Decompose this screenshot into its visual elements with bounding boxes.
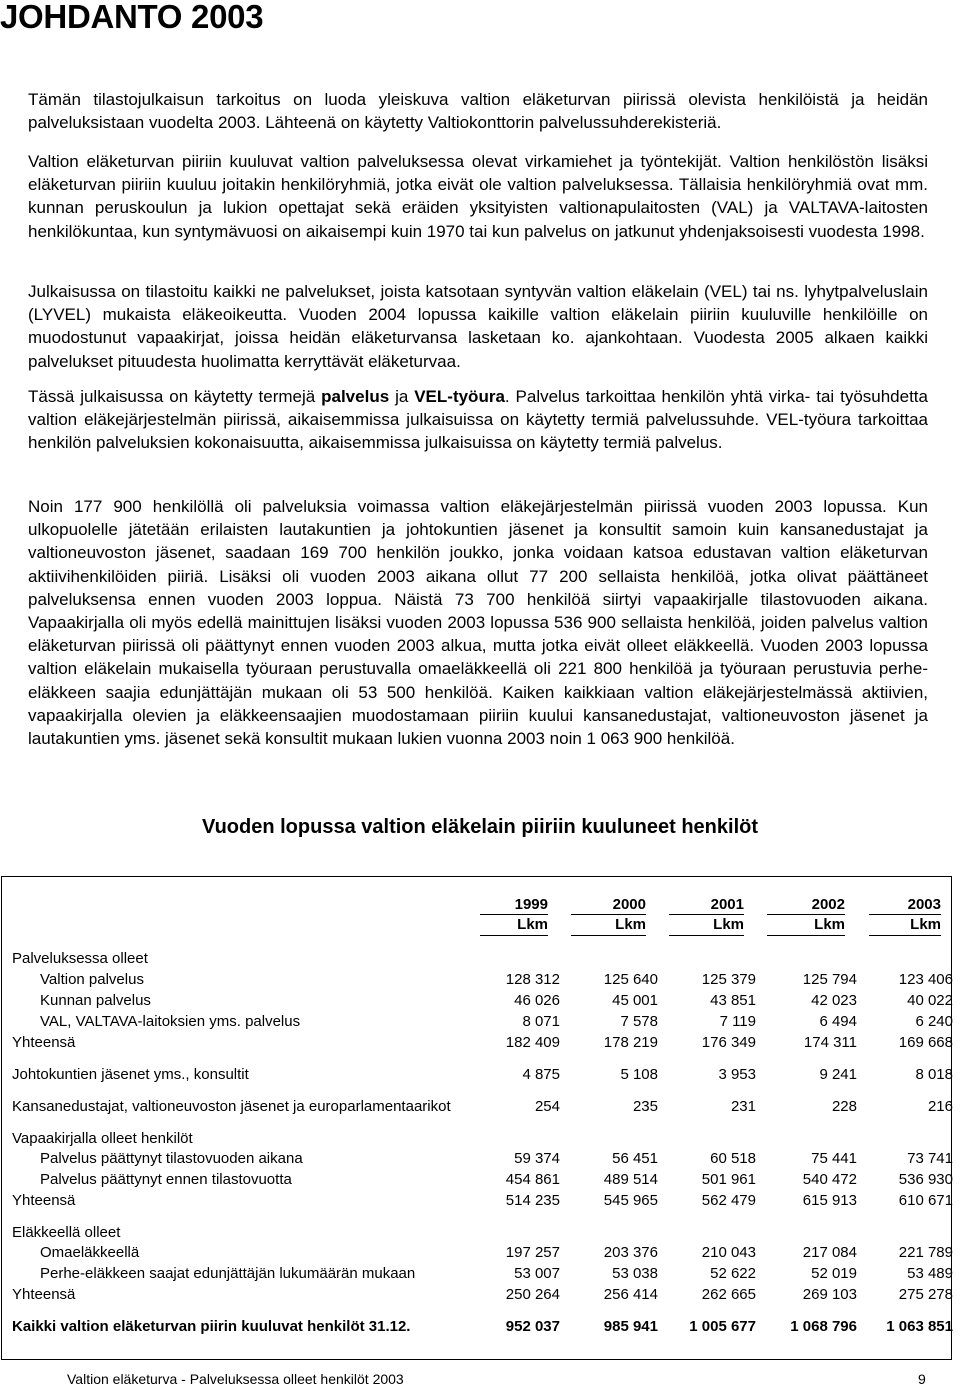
cell-value: 52 622 — [710, 1265, 756, 1282]
column-year: 2000 — [612, 896, 646, 913]
cell-value: 73 741 — [907, 1150, 953, 1167]
table-row — [12, 971, 953, 991]
row-label: Palvelus päättynyt tilastovuoden aikana — [40, 1150, 303, 1167]
column-header-2 — [669, 894, 744, 936]
table-row — [12, 1192, 953, 1212]
cell-value: 254 — [534, 1098, 560, 1115]
cell-value: 216 — [927, 1098, 953, 1115]
cell-value: 3 953 — [718, 1066, 756, 1083]
term-palvelus: palvelus — [321, 387, 390, 406]
column-unit: Lkm — [615, 916, 646, 933]
header-rule — [869, 914, 941, 915]
cell-value: 203 376 — [603, 1244, 658, 1261]
cell-value: 256 414 — [603, 1286, 658, 1303]
row-label: Eläkkeellä olleet — [12, 1224, 121, 1241]
row-label: Yhteensä — [12, 1034, 76, 1051]
header-rule — [669, 914, 744, 915]
cell-value: 1 063 851 — [886, 1318, 953, 1335]
cell-value: 489 514 — [603, 1171, 658, 1188]
cell-value: 501 961 — [701, 1171, 756, 1188]
cell-value: 4 875 — [522, 1066, 560, 1083]
table-row — [12, 1244, 953, 1264]
header-rule — [480, 914, 548, 915]
column-unit: Lkm — [910, 916, 941, 933]
cell-value: 53 007 — [514, 1265, 560, 1282]
cell-value: 40 022 — [907, 992, 953, 1009]
column-header-1 — [571, 894, 646, 936]
column-year: 2003 — [907, 896, 941, 913]
term-vel-tyoura: VEL-työura — [414, 387, 505, 406]
cell-value: 7 119 — [719, 1013, 756, 1030]
cell-value: 125 379 — [701, 971, 756, 988]
cell-value: 454 861 — [505, 1171, 560, 1188]
cell-value: 275 278 — [898, 1286, 953, 1303]
row-label: Valtion palvelus — [40, 971, 144, 988]
cell-value: 53 489 — [907, 1265, 953, 1282]
table-row — [12, 992, 953, 1012]
column-unit: Lkm — [517, 916, 548, 933]
table-row — [12, 1034, 953, 1054]
table-row — [12, 1318, 953, 1338]
cell-value: 174 311 — [803, 1034, 857, 1051]
row-label: Palveluksessa olleet — [12, 950, 148, 967]
cell-value: 7 578 — [620, 1013, 658, 1030]
row-label: Vapaakirjalla olleet henkilöt — [12, 1130, 193, 1147]
table-row — [12, 1013, 953, 1033]
cell-value: 52 019 — [811, 1265, 857, 1282]
intro-paragraph-statistics-scope: Julkaisussa on tilastoitu kaikki ne palvelukset, joista katsotaan syntyvän valtion eläkelain (VEL) tai ns. lyhytpalveluslain (LYVEL) mukaista eläkeoikeutta. Vuoden 2004 lopussa kaikille valtion eläkelain piiriin kuuluville henkilöille on muodostunut vapaakirjat, joissa heidän eläketurvansa lasketaan ko. ajankohtaan. Vuodesta 2005 alkaen kaikki palvelukset pituudesta huolimatta kerryttävät eläketurvaa. — [28, 282, 928, 371]
cell-value: 5 108 — [620, 1066, 658, 1083]
row-label: Omaeläkkeellä — [40, 1244, 140, 1261]
cell-value: 59 374 — [514, 1150, 560, 1167]
row-label: Kansanedustajat, valtioneuvoston jäsenet ja europarlamentaarikot — [12, 1098, 451, 1115]
cell-value: 221 789 — [898, 1244, 953, 1261]
header-rule — [571, 914, 646, 915]
table-row — [12, 1286, 953, 1306]
table-row — [12, 1224, 942, 1244]
cell-value: 514 235 — [505, 1192, 560, 1209]
table-row — [12, 1265, 953, 1285]
cell-value: 217 084 — [802, 1244, 857, 1261]
cell-value: 56 451 — [612, 1150, 658, 1167]
column-year: 2002 — [811, 896, 845, 913]
table-row — [12, 1066, 953, 1086]
intro-paragraph-terms: Tässä julkaisussa on käytetty termejä palvelus ja VEL-työura. Palvelus tarkoittaa henkilön yhtä virka- tai työsuhdetta valtion eläkejärjestelmän piirissä, aikaisemmissa julkaisuissa on käytetty termiä palvelussuhde. VEL-työura tarkoittaa henkilön palveluksien kokonaisuutta, aikaisemmissa julkaisuissa on käytetty termiä palvelus. — [28, 387, 928, 453]
row-label: VAL, VALTAVA-laitoksien yms. palvelus — [40, 1013, 301, 1030]
table-row — [12, 1098, 953, 1118]
cell-value: 6 494 — [819, 1013, 857, 1030]
page-footer: Valtion eläketurva - Palveluksessa olleet henkilöt 2003 — [67, 1371, 404, 1387]
table-row — [12, 1150, 953, 1170]
cell-value: 182 409 — [505, 1034, 560, 1051]
cell-value: 169 668 — [898, 1034, 953, 1051]
cell-value: 9 241 — [819, 1066, 857, 1083]
cell-value: 210 043 — [701, 1244, 756, 1261]
table-row — [12, 950, 942, 970]
cell-value: 178 219 — [603, 1034, 658, 1051]
cell-value: 125 794 — [802, 971, 857, 988]
row-label: Perhe-eläkkeen saajat edunjättäjän lukumäärän mukaan — [40, 1265, 416, 1282]
cell-value: 536 930 — [898, 1171, 953, 1188]
cell-value: 176 349 — [701, 1034, 756, 1051]
column-year: 1999 — [514, 896, 548, 913]
column-unit: Lkm — [814, 916, 845, 933]
cell-value: 46 026 — [514, 992, 560, 1009]
row-label: Palvelus päättynyt ennen tilastovuotta — [40, 1171, 292, 1188]
cell-value: 197 257 — [505, 1244, 560, 1261]
cell-value: 262 665 — [701, 1286, 756, 1303]
column-year: 2001 — [710, 896, 744, 913]
cell-value: 1 068 796 — [790, 1318, 857, 1335]
column-header-3 — [767, 894, 845, 936]
cell-value: 540 472 — [802, 1171, 857, 1188]
cell-value: 75 441 — [811, 1150, 857, 1167]
cell-value: 985 941 — [603, 1318, 658, 1335]
cell-value: 269 103 — [802, 1286, 857, 1303]
cell-value: 250 264 — [505, 1286, 560, 1303]
column-header-4 — [869, 894, 941, 936]
cell-value: 6 240 — [915, 1013, 953, 1030]
cell-value: 228 — [831, 1098, 857, 1115]
column-header-0 — [480, 894, 548, 936]
cell-value: 45 001 — [612, 992, 658, 1009]
cell-value: 42 023 — [811, 992, 857, 1009]
header-rule — [767, 914, 845, 915]
table-row — [12, 1130, 942, 1150]
cell-value: 43 851 — [710, 992, 756, 1009]
column-unit: Lkm — [713, 916, 744, 933]
table-heading: Vuoden lopussa valtion eläkelain piiriin kuuluneet henkilöt — [201, 816, 759, 838]
page-title: JOHDANTO 2003 — [0, 0, 264, 35]
cell-value: 123 406 — [898, 971, 953, 988]
row-label: Kunnan palvelus — [40, 992, 151, 1009]
cell-value: 615 913 — [802, 1192, 857, 1209]
row-label: Yhteensä — [12, 1286, 76, 1303]
cell-value: 60 518 — [710, 1150, 756, 1167]
intro-paragraph-figures: Noin 177 900 henkilöllä oli palveluksia voimassa valtion eläkejärjestelmän piirissä vuoden 2003 lopussa. Kun ulkopuolelle jätetään erilaisten lautakuntien ja johtokuntien jäsenet ja konsultit samoin kuin kansanedustajat ja valtioneuvoston jäsenet, saadaan 169 700 henkilön joukko, jonka voidaan katsoa edustavan valtion eläketurvan aktiivihenkilöiden piiriä. Lisäksi oli vuoden 2003 aikana ollut 77 200 sellaista henkilöä, jotka olivat päättäneet palveluksensa ennen vuoden 2003 loppua. Näistä 73 700 henkilöä siirtyi vapaakirjalle tilastovuoden aikana. Vapaakirjalla oli myös edellä mainittujen lisäksi vuoden 2003 lopussa 536 900 sellaista henkilöä, joiden palvelus valtion eläketurvan piirissä oli päättynyt ennen vuoden 2003 alkua, mutta jotka eivät olleet eläkkeellä. Vuoden 2003 lopussa valtion eläkelain mukaisella työuraan perustuvalla omaeläkkeellä oli 221 800 henkilöä ja työuraan perustuvia perhe-eläkkeen saajia edunjättäjän mukaan oli 53 500 henkilöä. Kaiken kaikkiaan valtion eläkejärjestelmässä aktiivien, vapaakirjalla olevien ja eläkkeensaajien muodostamaan piiriin kuului kansanedustajat, valtioneuvoston jäsenet ja lautakuntien yms. jäsenet sekä konsultit mukaan lukien vuonna 2003 noin 1 063 900 henkilöä. — [28, 497, 928, 749]
cell-value: 231 — [730, 1098, 756, 1115]
cell-value: 952 037 — [505, 1318, 560, 1335]
cell-value: 53 038 — [612, 1265, 658, 1282]
intro-paragraph-purpose: Tämän tilastojulkaisun tarkoitus on luoda yleiskuva valtion eläketurvan piirissä olevista henkilöistä ja heidän palveluksistaan vuodelta 2003. Lähteenä on käytetty Valtiokonttorin palvelussuhderekisteriä. — [28, 90, 928, 133]
cell-value: 610 671 — [898, 1192, 953, 1209]
cell-value: 8 018 — [915, 1066, 953, 1083]
intro-paragraph-coverage: Valtion eläketurvan piiriin kuuluvat valtion palveluksessa olevat virkamiehet ja työntekijät. Valtion henkilöstön lisäksi eläketurvan piiriin kuuluu joitakin henkilöryhmiä, jotka eivät ole valtion palveluksessa. Tällaisia henkilöryhmiä ovat mm. kunnan peruskoulun ja lukion opettajat sekä eräiden yksityisten valtionapulaitosten (VAL) ja VALTAVA-laitosten henkilökuntaa, kun syntymävuosi on aikaisempi kuin 1970 tai kun palvelus on jatkunut yhdenjaksoisesti vuodesta 1998. — [28, 152, 928, 241]
cell-value: 128 312 — [505, 971, 560, 988]
cell-value: 8 071 — [522, 1013, 560, 1030]
cell-value: 545 965 — [603, 1192, 658, 1209]
cell-value: 1 005 677 — [689, 1318, 756, 1335]
table-row — [12, 1171, 953, 1191]
cell-value: 235 — [632, 1098, 658, 1115]
cell-value: 562 479 — [701, 1192, 756, 1209]
page-number: 9 — [918, 1371, 926, 1387]
row-label: Johtokuntien jäsenet yms., konsultit — [12, 1066, 249, 1083]
row-label: Kaikki valtion eläketurvan piirin kuuluvat henkilöt 31.12. — [12, 1318, 411, 1335]
row-label: Yhteensä — [12, 1192, 76, 1209]
cell-value: 125 640 — [603, 971, 658, 988]
